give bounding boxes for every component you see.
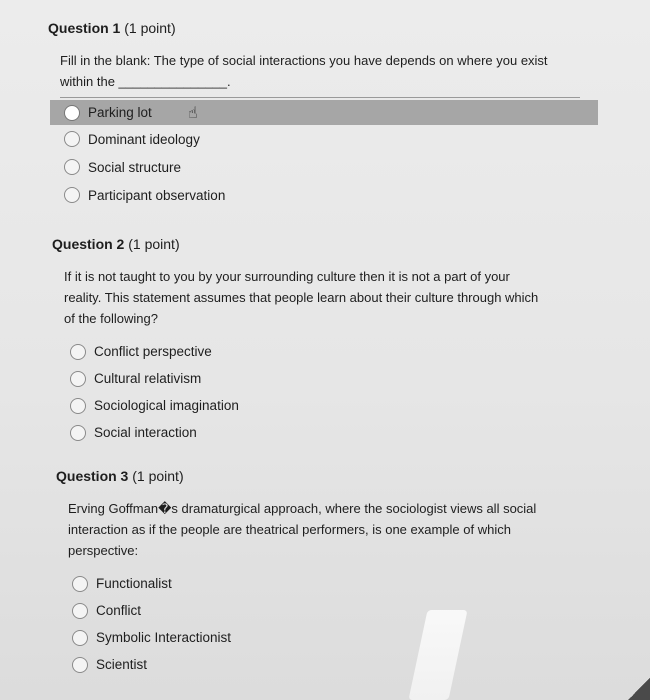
hand-pointer-icon: ☝	[188, 105, 198, 122]
radio-button[interactable]	[64, 131, 80, 147]
option-symbolic-interactionist[interactable]	[58, 624, 231, 651]
option-functionalist[interactable]	[58, 570, 231, 597]
question-2-text-line2: reality. This statement assumes that people learn about their culture through which	[64, 290, 539, 305]
question-3-points: (1 point)	[132, 468, 184, 484]
radio-button[interactable]	[70, 425, 86, 441]
question-2-title: Question 2	[52, 236, 125, 252]
question-2-heading	[52, 236, 584, 252]
radio-button[interactable]	[70, 371, 86, 387]
radio-button[interactable]	[72, 657, 88, 673]
option-label: Participant observation	[88, 187, 226, 203]
option-participant-observation[interactable]	[50, 181, 598, 209]
question-1-text-line1: Fill in the blank: The type of social interactions you have depends on where you exist	[60, 53, 548, 68]
question-1-heading	[48, 20, 580, 36]
option-label: Scientist	[96, 657, 148, 672]
radio-button[interactable]	[70, 398, 86, 414]
question-3-text-line1: Erving Goffman�s dramaturgical approach, where the sociologist views all social	[68, 501, 537, 516]
question-3-text-line3: perspective:	[68, 543, 139, 558]
question-2-points: (1 point)	[128, 236, 180, 252]
question-3	[56, 468, 588, 561]
question-1-points: (1 point)	[124, 20, 176, 36]
option-label: Social structure	[88, 159, 182, 175]
question-2-text	[52, 266, 584, 329]
question-3-options	[58, 570, 231, 678]
radio-button[interactable]	[64, 159, 80, 175]
radio-button[interactable]	[72, 630, 88, 646]
option-conflict-perspective[interactable]	[56, 338, 239, 365]
question-2	[52, 236, 584, 329]
option-label: Conflict perspective	[94, 344, 212, 359]
question-1-options	[50, 100, 598, 209]
option-scientist[interactable]	[58, 651, 231, 678]
option-dominant-ideology[interactable]	[50, 125, 598, 153]
question-1-text-line2: within the _______________.	[60, 74, 231, 89]
question-2-text-line3: of the following?	[64, 311, 158, 326]
question-3-text	[56, 498, 588, 561]
radio-button[interactable]	[70, 344, 86, 360]
screen-glare	[408, 610, 467, 700]
option-social-structure[interactable]	[50, 153, 598, 181]
question-1-divider	[60, 97, 580, 98]
option-label: Sociological imagination	[94, 398, 239, 413]
option-label: Cultural relativism	[94, 371, 202, 386]
question-1-title: Question 1	[48, 20, 121, 36]
option-sociological-imagination[interactable]	[56, 392, 239, 419]
radio-button[interactable]	[64, 105, 80, 121]
option-conflict[interactable]	[58, 597, 231, 624]
radio-button[interactable]	[64, 187, 80, 203]
option-label: Symbolic Interactionist	[96, 630, 232, 645]
option-label: Functionalist	[96, 576, 172, 591]
radio-button[interactable]	[72, 576, 88, 592]
option-label: Dominant ideology	[88, 131, 200, 147]
photo-corner	[628, 678, 650, 700]
option-label: Social interaction	[94, 425, 197, 440]
question-1-text	[48, 50, 580, 92]
question-3-title: Question 3	[56, 468, 129, 484]
question-2-text-line1: If it is not taught to you by your surrounding culture then it is not a part of your	[64, 269, 510, 284]
question-2-options	[56, 338, 239, 446]
option-social-interaction[interactable]	[56, 419, 239, 446]
option-label: Conflict	[96, 603, 142, 618]
question-1	[48, 20, 580, 92]
question-3-heading	[56, 468, 588, 484]
option-cultural-relativism[interactable]	[56, 365, 239, 392]
option-label: Parking lot	[88, 105, 152, 120]
option-parking-lot[interactable]	[50, 100, 598, 125]
question-3-text-line2: interaction as if the people are theatrical performers, is one example of which	[68, 522, 511, 537]
radio-button[interactable]	[72, 603, 88, 619]
